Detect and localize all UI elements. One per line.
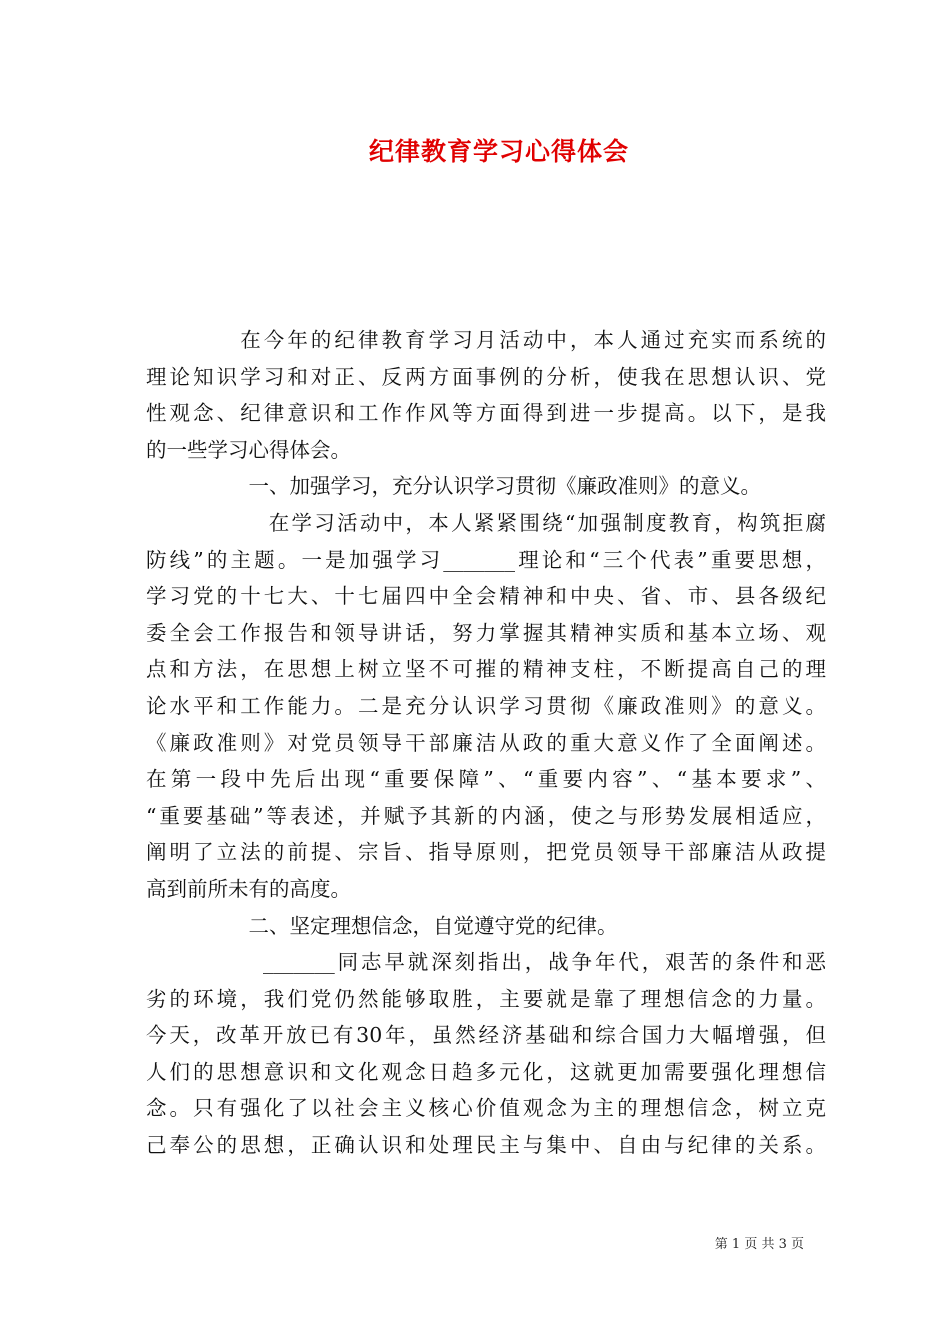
body-line: 《廉政准则》对党员领导干部廉洁从政的重大意义作了全面阐述。 [146, 730, 826, 755]
body-line: _______同志早就深刻指出，战争年代，艰苦的条件和恶 [146, 950, 826, 975]
body-line: 念。只有强化了以社会主义核心价值观念为主的理想信念，树立克 [146, 1096, 826, 1121]
body-line: 理论知识学习和对正、反两方面事例的分析，使我在思想认识、党 [146, 364, 826, 389]
section-heading-2: 二、坚定理想信念，自觉遵守党的纪律。 [146, 913, 618, 938]
body-line: 在第一段中先后出现“重要保障”、“重要内容”、“基本要求”、 [146, 767, 826, 792]
body-line: 性观念、纪律意识和工作作风等方面得到进一步提高。以下，是我 [146, 401, 826, 426]
body-line: 己奉公的思想，正确认识和处理民主与集中、自由与纪律的关系。 [146, 1133, 826, 1158]
page-number: 第 1 页 共 3 页 [714, 1237, 804, 1252]
body-line: 人们的思想意识和文化观念日趋多元化，这就更加需要强化理想信 [146, 1059, 826, 1084]
document-title: 纪律教育学习心得体会 [368, 137, 629, 166]
body-line: 高到前所未有的高度。 [146, 876, 351, 901]
section-heading-1: 一、加强学习，充分认识学习贯彻《廉政准则》的意义。 [146, 474, 761, 499]
document-body [146, 322, 826, 1164]
body-line: 委全会工作报告和领导讲话，努力掌握其精神实质和基本立场、观 [146, 620, 826, 645]
body-line: 今天，改革开放已有30年，虽然经济基础和综合国力大幅增强，但 [146, 1023, 826, 1048]
body-line: 在今年的纪律教育学习月活动中，本人通过充实而系统的 [146, 328, 826, 352]
body-line: 劣的环境，我们党仍然能够取胜，主要就是靠了理想信念的力量。 [146, 986, 826, 1011]
body-line: 的一些学习心得体会。 [146, 437, 351, 462]
body-line: “重要基础”等表述，并赋予其新的内涵，使之与形势发展相适应， [146, 803, 826, 828]
body-line: 点和方法，在思想上树立坚不可摧的精神支柱，不断提高自己的理 [146, 657, 826, 682]
body-line: 论水平和工作能力。二是充分认识学习贯彻《廉政准则》的意义。 [146, 693, 826, 718]
body-line: 学习党的十七大、十七届四中全会精神和中央、省、市、县各级纪 [146, 584, 826, 609]
body-line: 防线”的主题。一是加强学习_______理论和“三个代表”重要思想， [146, 547, 826, 572]
body-line: 阐明了立法的前提、宗旨、指导原则，把党员领导干部廉洁从政提 [146, 840, 826, 865]
body-line: 在学习活动中，本人紧紧围绕“加强制度教育，构筑拒腐 [146, 510, 826, 535]
